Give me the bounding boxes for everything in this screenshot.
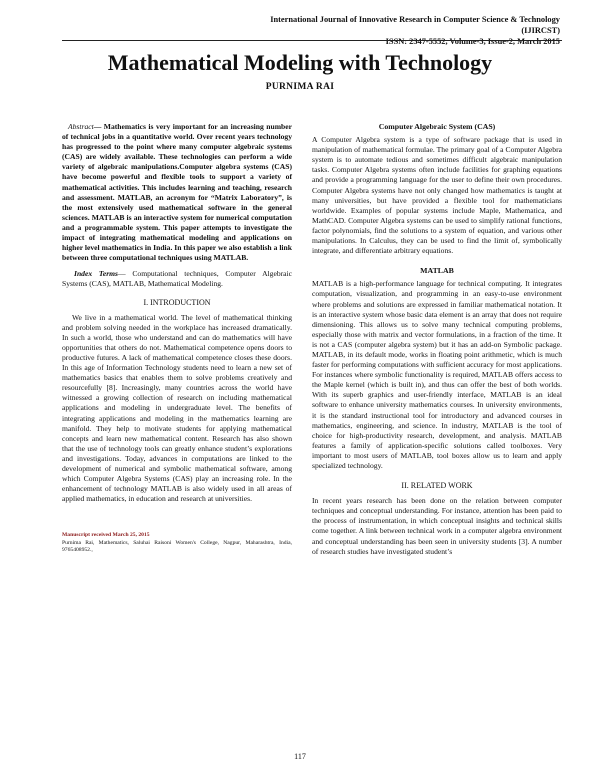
cas-paragraph: A Computer Algebra system is a type of software package that is used in manipulation of mathematical formulae. The primary goal of a Computer Algebra system is to automate tedious and sometimes difficult algebraic manipulation tasks. Computer Algebra systems often include facilities for graphing equations and provide a programming language for the user to define their own procedures. Computer Algebra systems have not only changed how mathematics is taught at many universities, but have provided a flexible tool for mathematicians worldwide. Examples of popular systems include Maple, Mathematica, and MathCAD. Computer Algebra systems can be used to simplify rational functions, factor polynomials, find the solutions to a system of equation, and various other manipulations. In Calculus, they can be used to find the limit of, symbolically integrate, and differentiate arbitrary equations. xyxy=(312,135,562,256)
author-name: PURNIMA RAI xyxy=(265,82,335,92)
abstract xyxy=(62,122,292,263)
author-affiliation: Purnima Rai, Mathematics, Saluhai Raisoni Women's College, Nagpur, Maharashtra, India, 9765408952., xyxy=(62,539,292,553)
abstract-label: Abstract xyxy=(68,122,94,131)
index-terms-text: — Computational techniques, Computer Algebraic Systems (CAS), MATLAB, Mathematical Modeling. xyxy=(62,269,293,289)
section-heading-introduction: I. INTRODUCTION xyxy=(143,297,211,307)
paper-title: Mathematical Modeling with Technology xyxy=(107,50,493,75)
manuscript-received: Manuscript received March 25, 2015 xyxy=(62,532,150,539)
index-terms xyxy=(62,269,292,289)
left-column xyxy=(62,122,292,554)
introduction-paragraph: We live in a mathematical world. The level of mathematical thinking and problem solving needed in the workplace has increased dramatically. In such a world, those who understand and can do mathematics will have opportunities that others do not. Mathematical competence opens doors to productive futures. A lack of mathematical competence closes these doors. In this age of Information Technology students need to learn a new set of mathematics basics that enables them to solve problems creatively and resourcefully [8]. Increasingly, many countries across the world have witnessed a growing collection of research on including mathematical applications and modeling in undergraduate level. The benefits of integrating applications and modeling in the mathematics learning are manifold. They help to motivate students for applying mathematical concepts and learn new mathematical content. Research has also shown that the use of technology tools can greatly enhance student’s explorations and investigations. Today, advances in computations are linked to the development of numerical and symbolic mathematical software, among which Computer Algebra Systems (CAS) play an increasing role. In the enhancement of technology MATLAB is also widely used in all areas of applied mathematics, in education and research at universities. xyxy=(62,312,292,504)
journal-issn: ISSN: 2347-5552, Volume-3, Issue-2, March 2015 xyxy=(385,37,560,46)
journal-header xyxy=(230,14,560,47)
subheading-cas: Computer Algebraic System (CAS) xyxy=(378,122,496,131)
index-terms-label: Index Terms xyxy=(74,269,119,279)
related-work-paragraph: In recent years research has been done on the relation between computer techniques and conceptual understanding. For instance, attention has been paid to the process of instrumentation, in which conceptual insights and technical skills come together. A link between technical work in a computer algebra environment and conceptual understanding has been seen in university students [3]. A number of research studies have investigated student’s xyxy=(312,496,562,556)
abstract-text: — Mathematics is very important for an increasing number of technical jobs in a quantitative world. Over recent years technology has progressed to the point where many computer algebraic systems (CAS) are widely available. These technologies can perform a wide variety of algebraic manipulations.Computer algebra systems (CAS) have become powerful and flexible tools to support a variety of mathematical activities. This includes learning and teaching, research and assessment. MATLAB, an acronym for “Matrix Laboratory”, is the most extensively used mathematical software in the general sciences. MATLAB is an interactive system for numerical computation and a programmable system. This paper attempts to investigate the impact of integrating mathematical modeling and applications on higher level mathematics in India. In this paper we also establish a link between three computational techniques using MATLAB. xyxy=(62,122,292,263)
matlab-paragraph: MATLAB is a high-performance language for technical computing. It integrates computation, visualization, and programming in an easy-to-use environment where problems and solutions are expressed in familiar mathematical notation. It is an interactive system whose basic data element is an array that does not require dimensioning. This allows us to solve many technical computing problems, especially those with matrix and vector formulations, in a fraction of the time. It is not a CAS (computer algebra system) but it has an add-on Symbolic package. MATLAB, in its default mode, works in floating point arithmetic, which is much faster for performing computations with sufficient accuracy for most applications. For instances where symbolic functionality is required, MATLAB offers access to the Maple kernel (which is built in), and thus can offer the best of both worlds. With its superb graphics and user-friendly interface, MATLAB is an ideal software to enhance university mathematics courses. In university environments, it is the standard instructional tool for introductory and advanced courses in mathematics, engineering, and science. In industry, MATLAB is the tool of choice for high-productivity research, development, and analysis. MATLAB features a family of application-specific solutions called toolboxes. Very important to most users of MATLAB, tool boxes allow us to learn and apply specialized technology. xyxy=(312,279,562,470)
page-number: 117 xyxy=(294,752,306,761)
right-column xyxy=(312,122,562,557)
footnotes xyxy=(62,532,292,554)
subheading-matlab: MATLAB xyxy=(420,266,454,276)
journal-name: International Journal of Innovative Research in Computer Science & Technology (IJIRCST) xyxy=(270,15,560,35)
section-heading-related-work: II. RELATED WORK xyxy=(401,481,473,491)
header-rule xyxy=(62,40,562,41)
